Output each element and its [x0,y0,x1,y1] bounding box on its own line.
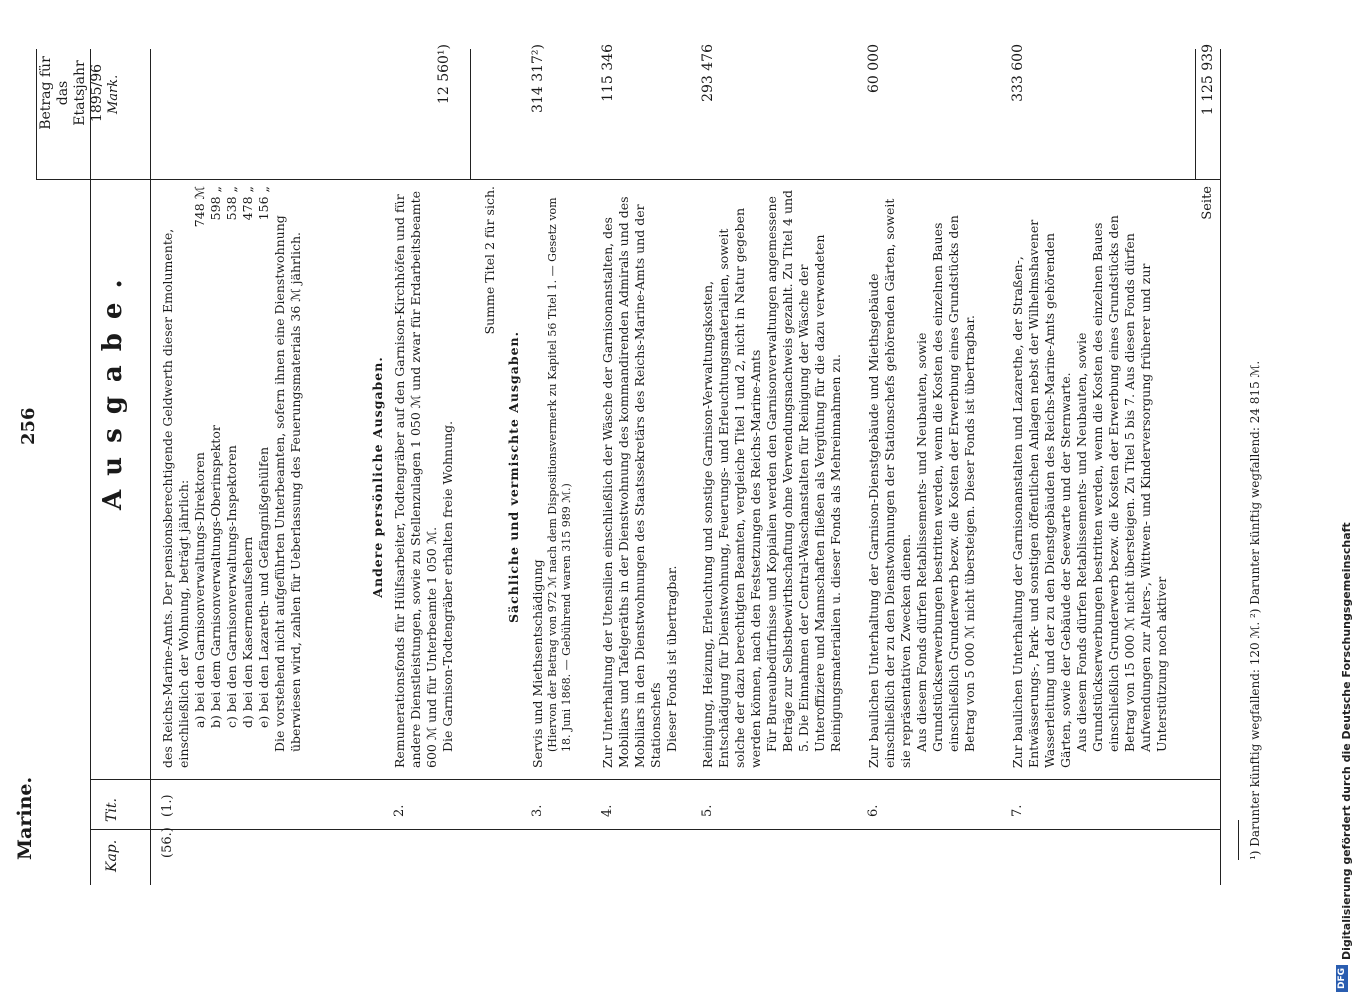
entry-note: Für Bureaubedürfnisse und Kopialien werden den Garnisonverwaltungen angemessene Beträge zur Selbstbewirthschaftung ohne Verwendungsnachweis gezahlt. Zu Titel 4 und 5. Die Einnahmen der Central-Waschanstalten für Reinigung der Wäsche der Unteroffiziere und Mannschaften fließen als Vergütung für die dazu verwendeten Reinigungsmaterialien u. dieser Fonds als Mehreinnahmen zu. [764,189,843,752]
amount-cell: 12 560¹) [436,44,452,105]
section-heading: Andere persönliche Ausgaben. [370,356,385,598]
entry-text [600,186,680,768]
subtotal-rule [470,49,471,180]
amount-cell: 115 346 [600,44,616,102]
column-kap: Kap. [104,839,120,872]
entry-description: des Reichs-Marine-Amts. Der pensionsberechtigende Geldwerth dieser Emolumente, einschließlich der Wohnung, beträgt jährlich: [160,228,191,768]
dfg-logo: DFG [1336,965,1348,992]
item-value: 748 ℳ [192,186,207,228]
entry-text [392,186,456,768]
footnotes: ¹) Darunter künftig wegfallend: 120 ℳ. ²) Darunter künftig wegfallend: 24 815 ℳ. [1248,360,1262,860]
entry-text [1010,186,1170,768]
tit-cell: 5. [700,804,715,817]
item-label: d) bei den Kasernenaufsehern [240,536,255,728]
footnote-rule [1238,820,1239,860]
column-betrag: Betrag für das Etatsjahr 1895/96 [38,56,105,130]
credit-text: Digitalisierung gefördert durch die Deutsche Forschungsgemeinschaft [1340,522,1353,960]
list-item [208,186,224,768]
tit-cell: 2. [392,804,407,817]
amount-cell: 293 476 [700,44,716,102]
kap-column-rule [90,829,1220,830]
item-label: a) bei den Garnisonverwaltungs-Direktoren [192,452,207,728]
entry-description: Servis und Miethsentschädigung [530,559,545,768]
entry-note: Dieser Fonds ist übertragbar. [664,565,679,752]
page-total-amount: 1 125 939 [1200,44,1216,116]
page-number: 256 [18,407,39,445]
column-mark: Mark. [106,74,121,114]
credit-rotated [1314,0,1364,1000]
table-top-rule [90,49,91,885]
running-head: Marine. [14,776,36,860]
tit-cell: 6. [866,804,881,817]
entry-note: Die Garnison-Todtengräber erhalten freie Wohnung. [440,420,455,752]
amount-head-top-rule [36,49,37,180]
kap-cell: (56.) [160,827,175,858]
section-heading: Sächliche und vermischte Ausgaben. [506,331,521,623]
entry-description: Zur Unterhaltung der Utensilien einschließlich der Wäsche der Garnisonanstalten, des Mobiliars und Tafelgeräths in der Dienstwohnung des kommandirenden Admirals und des Mobiliars in den Dienstwohnungen des Staatssekretärs des Reichs-Marine-Amts und der Stationschefs [600,196,663,768]
entry-description: Zur baulichen Unterhaltung der Garnison-Dienstgebäude und Miethsgebäude einschließlich der zu den Dienstwohnungen der Stationschefs gehörenden Gärten, soweit sie repräsentativen Zwecken dienen. [866,198,913,768]
page-total-label: Seite [1200,186,1215,220]
column-ausgabe: Ausgabe. [98,265,128,510]
amount-cell: 60 000 [866,44,882,93]
list-item [192,186,208,768]
tit-cell: 4. [600,804,615,817]
amount-cell: 333 600 [1010,44,1026,102]
list-item [224,186,240,768]
item-label: e) bei den Lazareth- und Gefängnißgehülfen [256,446,271,728]
entry-text [530,186,574,768]
column-tit: Tit. [104,798,120,822]
entry-note: Aus diesem Fonds dürfen Retablissements- und Neubauten, sowie Grundstückserwerbungen bestritten werden, wenn die Kosten des einzelnen Baues einschließlich Grunderwerb bezw. die Kosten der Erwerbung eines Grundstücks den Betrag von 5 000 ℳ nicht übersteigen. Dieser Fonds ist übertragbar. [914,215,977,752]
amount-column-rule [36,179,1220,180]
item-value: 598 „ [208,186,223,221]
entry-note: Aus diesem Fonds dürfen Retablissements- und Neubauten, sowie Grundstückserwerbungen bestritten werden, wenn die Kosten des einzelnen Baues einschließlich Grunderwerb bezw. die Kosten der Erwerbung eines Grundstücks den Betrag von 15 000 ℳ nicht übersteigen. Zu Titel 5 bis 7. Aus diesen Fonds dürfen Aufwendungen zur Alters-, Wittwen- und Kinderversorgung früherer und zur Unterstützung noch aktiver [1074,215,1169,752]
entry-description: Reinigung, Heizung, Erleuchtung und sonstige Garnison-Verwaltungskosten, Entschädigung für Dienstwohnung, Feuerungs- und Erleuchtungsmaterialien, soweit solche der dazu berechtigten Beamten, vergleiche Titel 1 und 2, nicht in Natur gegeben werden können, nach den Festsetzungen des Reichs-Marine-Amts [700,207,763,768]
tit-cell: (1.) [160,794,175,817]
tit-cell: 7. [1010,804,1025,817]
item-value: 478 „ [240,186,255,221]
table-bottom-rule [1220,49,1221,885]
digitization-credit [1314,0,1364,1000]
item-label: b) bei dem Garnisonverwaltungs-Oberinspektor [208,425,223,728]
entry-description: Zur baulichen Unterhaltung der Garnisonanstalten und Lazarethe, der Straßen-, Entwässerungs-, Park- und sonstigen öffentlichen Anlagen nebst der Wilhelmshavener Wasserleitung und der zu den Dienstgebäuden des Reichs-Marine-Amts gehörenden Gärten, sowie der Gebäude der Seewarte und der Sternwarte. [1010,219,1073,768]
list-item [256,186,272,768]
tit-cell: 3. [530,804,545,817]
header-bottom-rule [150,49,151,885]
entry-text [866,186,978,768]
tit-column-rule [90,779,1220,780]
amount-cell: 314 317²) [530,44,546,113]
entry-text [160,186,304,768]
page-total-rule [1195,49,1196,180]
list-item [240,186,256,768]
entry-note: (Hiervon der Betrag von 972 ℳ nach dem Dispositionsvermerk zu Kapitel 56 Titel 1. — Gesetz vom 18. Juni 1868. — Gebührend waren 315 989 ℳ.) [546,197,573,752]
item-value: 538 „ [224,186,239,221]
entry-text [700,186,844,768]
entry-description: Remunerationsfonds für Hülfsarbeiter, Todtengräber auf den Garnison-Kirchhöfen und für andere Dienstleistungen, sowie zu Stellenzulagen 1 050 ℳ und zwar für Erdarbeitsbeamte 600 ℳ und für Unterbeamte 1 050 ℳ. [392,190,439,768]
sum-line: Summe Titel 2 für sich. [482,186,497,335]
item-value: 156 „ [256,186,271,221]
item-label: c) bei den Garnisonverwaltungs-Inspektoren [224,445,239,728]
entry-note: Die vorstehend nicht aufgeführten Unterbeamten, sofern ihnen eine Dienstwohnung überwiesen wird, zahlen für Ueberlassung des Feuerungsmaterials 36 ℳ jährlich. [272,215,303,752]
